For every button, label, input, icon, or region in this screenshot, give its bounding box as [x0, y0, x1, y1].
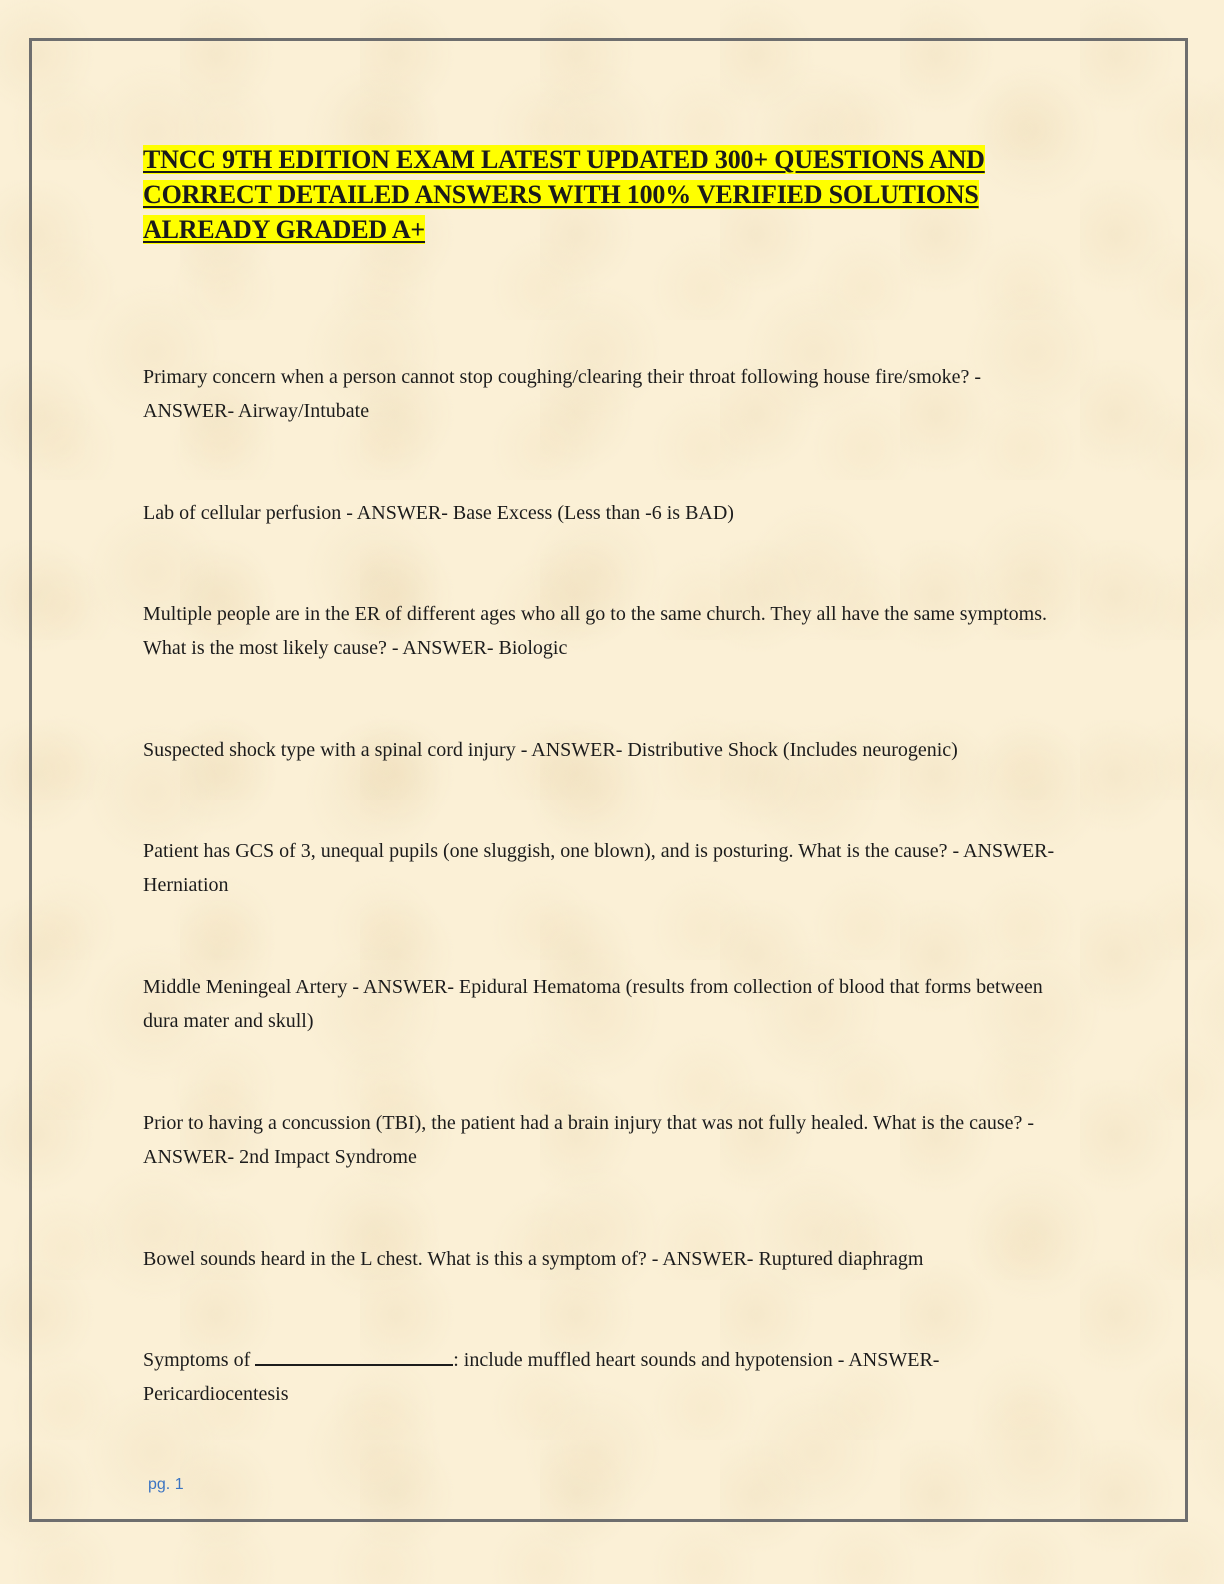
- qa-item-9-prefix: Symptoms of: [143, 1349, 256, 1371]
- qa-item-9-suffix: : include muffled heart sounds and hypotension - ANSWER- Pericardiocentesis: [143, 1349, 940, 1405]
- qa-item-9: [143, 1343, 1073, 1411]
- qa-item-4: Suspected shock type with a spinal cord injury - ANSWER- Distributive Shock (Includes neurogenic): [143, 739, 958, 761]
- document-title: [143, 142, 1073, 247]
- fill-in-blank: [255, 1346, 453, 1366]
- qa-item-1: Primary concern when a person cannot stop coughing/clearing their throat following house fire/smoke? - ANSWER- Airway/Intubate: [143, 366, 982, 422]
- page-number: pg. 1: [148, 1476, 184, 1493]
- qa-item-2: Lab of cellular perfusion - ANSWER- Base Excess (Less than -6 is BAD): [143, 502, 734, 524]
- document-title-text: TNCC 9TH EDITION EXAM LATEST UPDATED 300+ QUESTIONS AND CORRECT DETAILED ANSWERS WITH 100% VERIFIED SOLUTIONS ALREADY GRADED A+: [143, 145, 985, 244]
- qa-item-8: Bowel sounds heard in the L chest. What is this a symptom of? - ANSWER- Ruptured diaphragm: [143, 1248, 924, 1270]
- qa-item-6: Middle Meningeal Artery - ANSWER- Epidural Hematoma (results from collection of blood that forms between dura mater and skull): [143, 976, 1043, 1032]
- qa-item-3: Multiple people are in the ER of different ages who all go to the same church. They all have the same symptoms. What is the most likely cause? - ANSWER- Biologic: [143, 603, 1048, 659]
- page-border: [29, 38, 1188, 1522]
- qa-item-5: Patient has GCS of 3, unequal pupils (one sluggish, one blown), and is posturing. What is the cause? - ANSWER- Herniation: [143, 840, 1055, 896]
- qa-item-7: Prior to having a concussion (TBI), the patient had a brain injury that was not fully healed. What is the cause? - ANSWER- 2nd Impact Syndrome: [143, 1112, 1035, 1168]
